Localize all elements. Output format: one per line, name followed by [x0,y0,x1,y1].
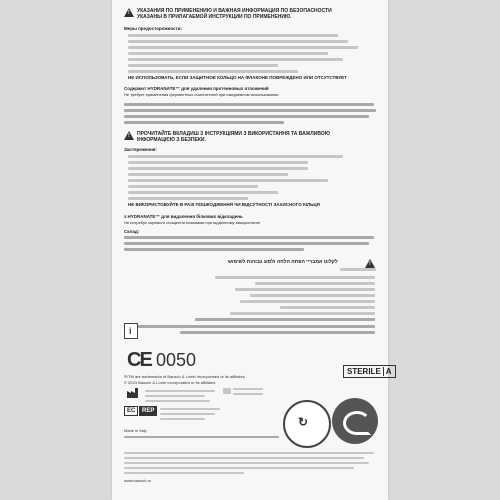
sterile-symbol [343,365,396,378]
text-line [195,318,375,321]
text-line [124,436,279,438]
russian-precautions-title: Меры предосторожности: [124,26,183,31]
ukrainian-precautions-title: Застереження: [124,147,157,152]
ukrainian-title-line2: ІНФОРМАЦІЄЮ З БЕЗПЕКИ. [137,137,206,143]
russian-title-line2: УКАЗАНЫ В ПРИЛАГАЕМОЙ ИНСТРУКЦИИ ПО ПРИМЕНЕНИЮ. [137,14,292,20]
text-line [128,167,308,170]
text-line [128,197,248,200]
text-line [235,288,375,291]
made-in-text: Made in Italy [124,428,147,433]
text-line [124,462,369,464]
text-line [160,418,205,420]
text-line [215,276,375,279]
text-line [128,52,328,55]
text-line [230,312,375,315]
text-line [128,58,343,61]
text-line [233,388,263,390]
text-line [128,70,298,73]
text-line [124,467,354,469]
russian-contains-2: Не требует применения ферментных очистителей при ежедневном использовании [124,92,279,97]
tr-pl-glyph: ↻ [298,415,309,429]
text-line [340,268,376,271]
text-line [180,331,375,334]
text-line [128,161,308,164]
warning-triangle-icon [124,131,134,140]
warning-triangle-icon [365,259,375,268]
text-line [124,242,369,245]
copyright-text: © 2023 Bausch & Lomb Incorporated or its affiliates [124,380,216,385]
text-line [128,40,348,43]
text-line [145,400,210,402]
text-line [233,393,263,395]
ukrainian-contains-2: Не потребує окремого очищення ензимами при щоденному використанні [124,220,260,225]
trademark-text: ®/TM are trademarks of Bausch & Lomb Incorporated or its affiliates [124,374,245,379]
text-line [124,121,284,124]
text-line [124,115,369,118]
tr-pl-symbol [283,400,331,448]
text-line [124,103,374,106]
hebrew-title: לקלוט אמבריי הפתה הלחה ולסוג גבוהות לשימוש [228,259,338,265]
instructions-book-icon: i [124,323,138,339]
text-line [128,173,288,176]
text-line [128,46,358,49]
text-line [128,191,278,194]
text-line [255,282,375,285]
text-line [128,185,258,188]
ukrainian-title-line1: ПРОЧИТАЙТЕ ВКЛАДИШ З ІНСТРУКЦІЯМИ З ВИКОРИСТАННЯ ТА ВАЖЛИВОЮ [137,131,330,137]
website-text: www.bausch.ru [124,478,152,483]
russian-warning: НЕ ИСПОЛЬЗОВАТЬ, ЕСЛИ ЗАЩИТНОЕ КОЛЬЦО НА ФЛАКОНЕ ПОВРЕЖДЕНО ИЛИ ОТСУТСТВУЕТ [128,75,347,80]
text-line [125,325,375,328]
ukrainian-composition-title: Склад: [124,229,140,234]
recycling-green-dot-icon [332,398,378,444]
text-line [240,300,375,303]
ec-rep-rep: REP [139,406,157,416]
text-line [124,248,304,251]
text-line [280,306,375,309]
text-line [145,395,205,397]
text-line [160,413,215,415]
ce-mark: CE [127,349,151,371]
sterile-method: A [383,367,392,376]
sterile-label: STERILE [347,367,381,376]
text-line [124,472,244,474]
russian-title-line1: УКАЗАНИЯ ПО ПРИМЕНЕНИЮ И ВАЖНАЯ ИНФОРМАЦИЯ ПО БЕЗОПАСНОСТИ [137,8,332,14]
text-line [128,34,338,37]
text-line [124,236,374,239]
text-line [160,408,220,410]
ec-rep-ec: EC [124,406,138,416]
ukrainian-warning: НЕ ВИКОРИСТОВУЙТЕ В РАЗІ ПОШКОДЖЕННЯ ЧИ ВІДСУТНОСТІ ЗАХИСНОГО КІЛЬЦЯ [128,202,320,207]
manufacturer-icon [127,388,141,398]
warning-triangle-icon [124,8,134,17]
ukrainian-contains: з HYDRANATE™ для видалення білкових відкладень [124,214,243,219]
text-line [223,388,231,394]
text-line [128,155,343,158]
ce-notified-body-number: 0050 [156,350,197,370]
text-line [124,109,376,112]
text-line [124,452,374,454]
text-line [124,457,364,459]
text-line [128,64,278,67]
text-line [145,390,215,392]
text-line [250,294,375,297]
russian-contains: Содержит HYDRANATE™ для удаления протеиновых отложений [124,86,269,91]
text-line [128,179,328,182]
